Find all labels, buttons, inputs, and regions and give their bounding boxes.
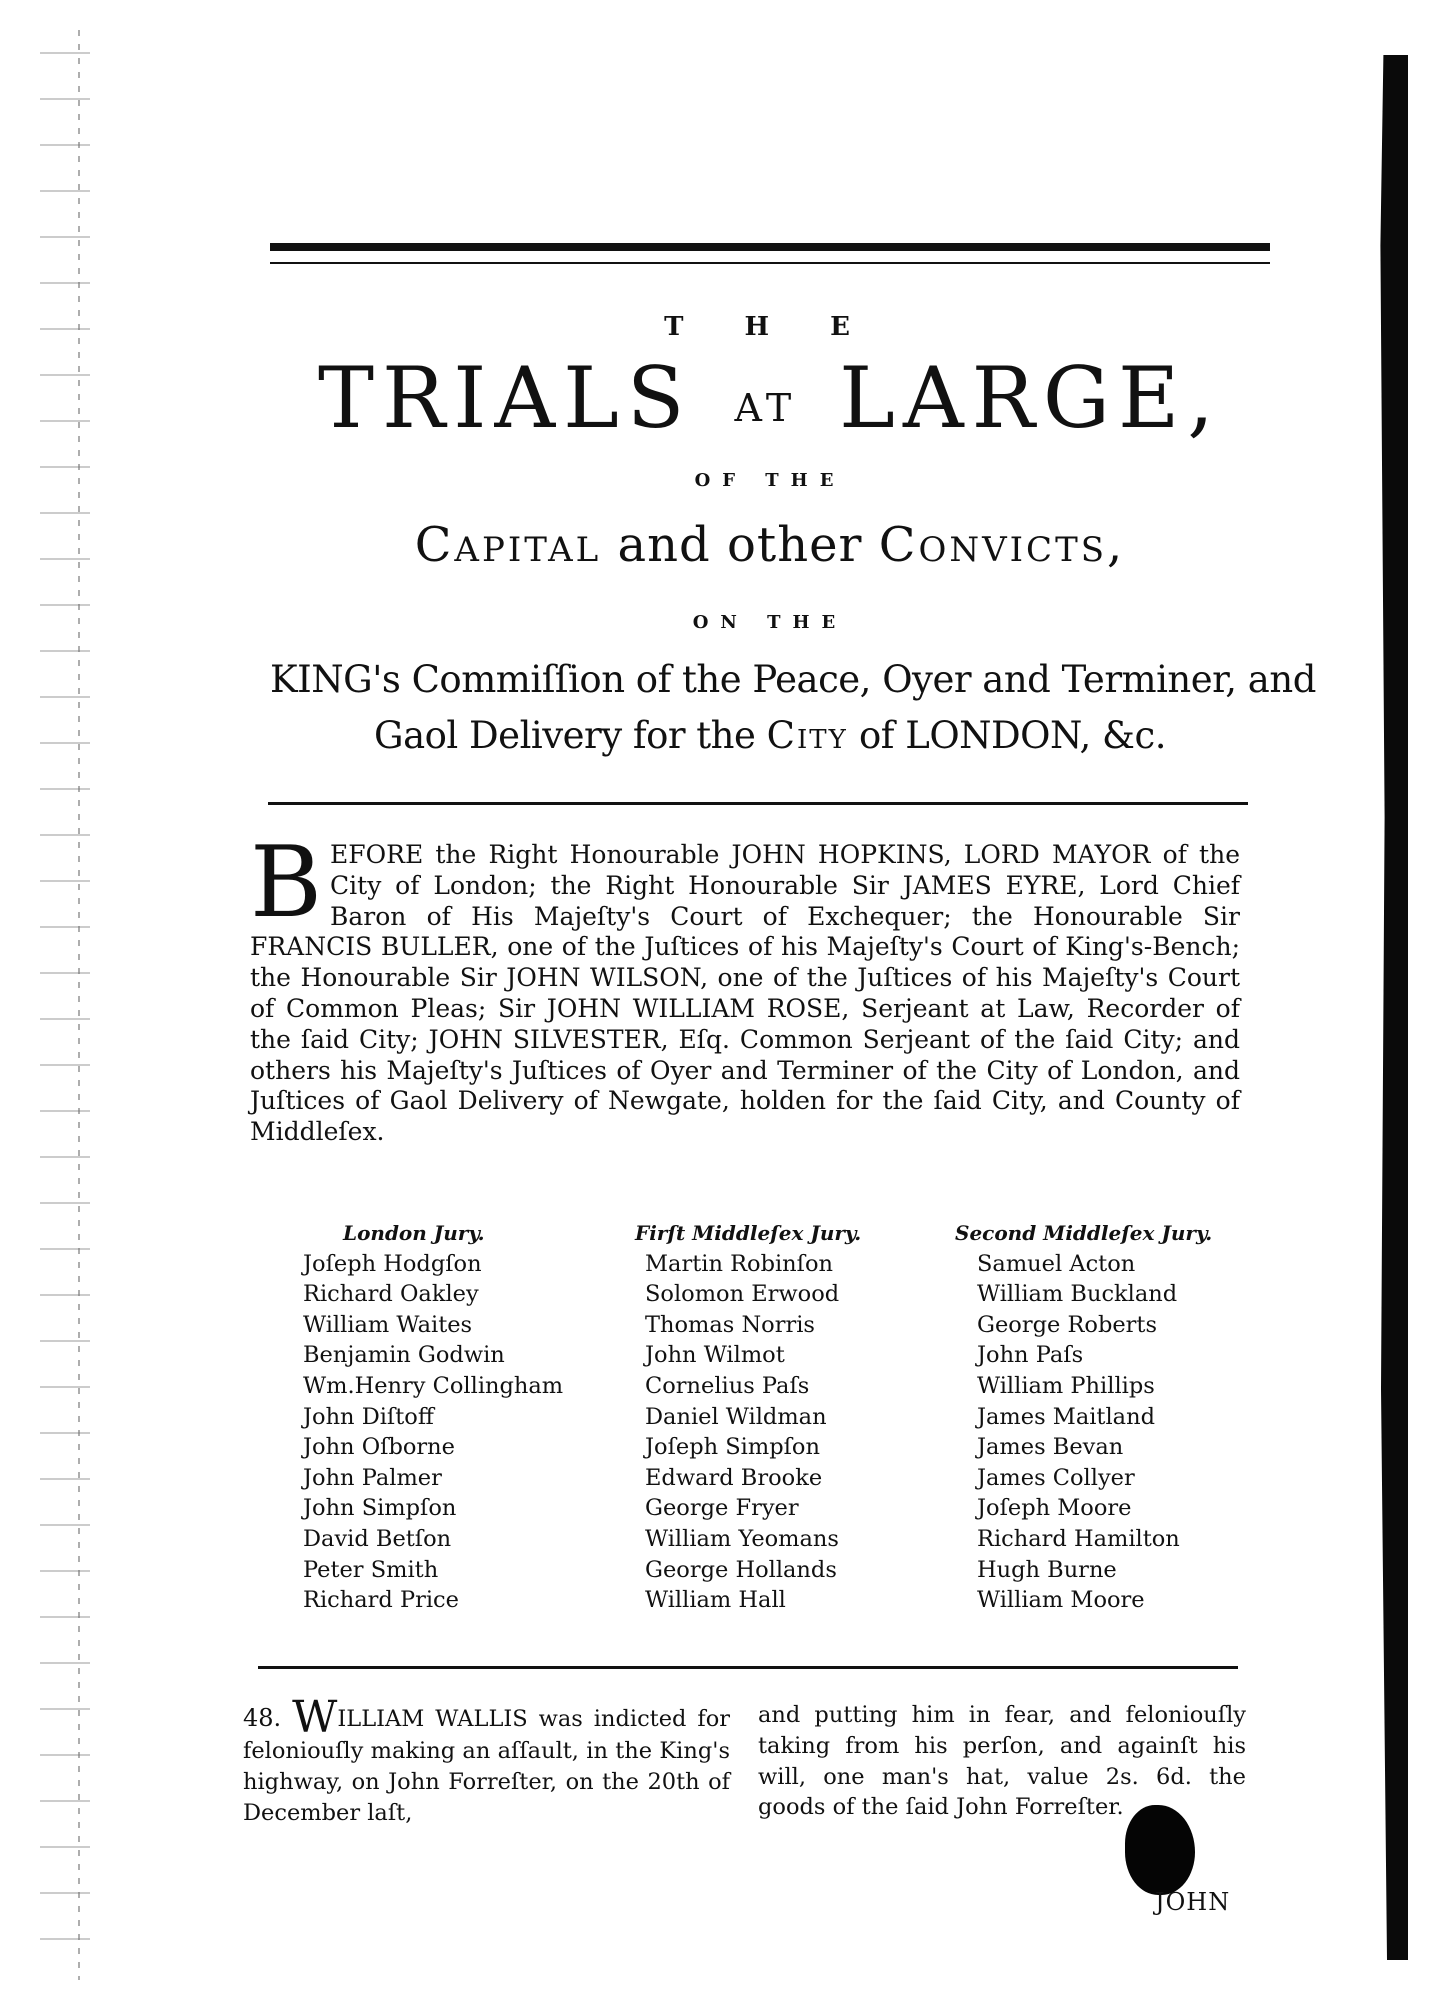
juror-name: Joſeph Simpſon — [645, 1434, 820, 1461]
ink-blot — [1125, 1805, 1195, 1895]
juror-name: Martin Robinſon — [645, 1250, 834, 1277]
juror-name: Samuel Acton — [977, 1250, 1136, 1277]
jury-heading: London Jury. — [343, 1221, 485, 1245]
header-rule-thin — [270, 262, 1270, 264]
separator-rule-2 — [258, 1666, 1238, 1669]
jury-heading: Second Middleſex Jury. — [955, 1221, 1213, 1245]
juror-name: David Betſon — [303, 1525, 452, 1552]
title-the: T H E — [664, 312, 876, 342]
intro-paragraph — [250, 826, 1240, 1148]
subtitle-capital-convicts — [270, 510, 1270, 580]
juror-name: Joſeph Hodgſon — [303, 1250, 482, 1277]
title-at: AT — [734, 386, 798, 430]
catchword: JOHN — [1155, 1888, 1231, 1916]
juror-name: Richard Hamilton — [977, 1525, 1180, 1552]
jury-list — [955, 1249, 1212, 1616]
juror-name: William Hall — [645, 1587, 786, 1614]
jury-column-first-middlesex — [635, 1218, 861, 1616]
juror-name: Richard Price — [303, 1587, 459, 1614]
juror-name: George Hollands — [645, 1556, 837, 1583]
juror-name: John Paſs — [977, 1342, 1084, 1369]
juror-name: John Diſtoff — [303, 1403, 434, 1430]
intro-dropcap: B — [250, 826, 323, 940]
subtitle-on-the: ON THE — [692, 612, 848, 633]
title-large: LARGE, — [839, 349, 1222, 447]
scan-gutter-artifact — [40, 30, 90, 1980]
juror-name: Joſeph Moore — [977, 1495, 1132, 1522]
case-left-column — [243, 1692, 730, 1828]
jury-column-london — [303, 1218, 563, 1616]
juror-name: William Yeomans — [645, 1525, 839, 1552]
subtitle-of-the: OF THE — [694, 470, 846, 491]
juror-name: John Simpſon — [303, 1495, 457, 1522]
commission-city: City — [766, 714, 848, 757]
juror-name: Edward Brooke — [645, 1464, 823, 1491]
case-number: 48. — [243, 1704, 282, 1732]
jury-list — [635, 1249, 861, 1616]
juror-name: Cornelius Paſs — [645, 1372, 810, 1399]
juror-name: James Maitland — [977, 1403, 1155, 1430]
header-rule-thick — [270, 243, 1270, 251]
juror-name: John Oſborne — [303, 1434, 455, 1461]
case-text-right: and putting him in fear, and feloniouſly taking from his perſon, and againſt his will, one man's hat, value 2s. 6d. the goods of the ſaid John Forreſter. — [758, 1702, 1246, 1821]
juror-name: Daniel Wildman — [645, 1403, 827, 1430]
juror-name: George Fryer — [645, 1495, 799, 1522]
juror-name: Benjamin Godwin — [303, 1342, 505, 1369]
juror-name: James Bevan — [977, 1434, 1124, 1461]
juror-name: John Palmer — [303, 1464, 442, 1491]
juror-name: Wm.Henry Collingham — [303, 1372, 564, 1399]
juror-name: Richard Oakley — [303, 1281, 479, 1308]
jury-heading: Firſt Middleſex Jury. — [635, 1221, 862, 1245]
juror-name: William Waites — [303, 1311, 473, 1338]
juror-name: William Phillips — [977, 1372, 1155, 1399]
juror-name: Peter Smith — [303, 1556, 439, 1583]
case-right-column — [758, 1700, 1246, 1823]
title-trials: TRIALS — [318, 349, 693, 447]
capital-word: Capital — [414, 517, 602, 573]
case-dropcap: W — [292, 1692, 338, 1743]
separator-rule-1 — [268, 802, 1248, 805]
convicts-word: Convicts, — [878, 517, 1126, 573]
commission-heading — [270, 652, 1316, 764]
juror-name: James Collyer — [977, 1464, 1135, 1491]
commission-line-2-a: Gaol Delivery for the — [374, 714, 767, 757]
scan-gutter-line — [78, 30, 80, 1980]
case-text-left: ILLIAM WALLIS was indicted for feloniouſly making an aſſault, in the King's highway, on John Forreſter, on the 20th of December laſt, — [243, 1706, 730, 1826]
commission-line-2-c: of LONDON, &c. — [847, 714, 1166, 757]
juror-name: William Buckland — [977, 1281, 1178, 1308]
juror-name: George Roberts — [977, 1311, 1158, 1338]
jury-column-second-middlesex — [955, 1218, 1212, 1616]
commission-line-1: KING's Commiſſion of the Peace, Oyer and Terminer, and — [270, 658, 1316, 701]
juror-name: Thomas Norris — [645, 1311, 815, 1338]
juror-name: John Wilmot — [645, 1342, 785, 1369]
commission-line-2 — [270, 708, 1270, 764]
intro-text: EFORE the Right Honourable JOHN HOPKINS, LORD MAYOR of the City of London; the Right Honourable Sir JAMES EYRE, Lord Chief Baron of His Majeſty's Court of Exchequer; the Honourable Sir FRANCIS BULLER, one of the Juſtices of his Majeſty's Court of King's-Bench; the Honourable Sir JOHN WILSON, one of the Juſtices of his Majeſty's Court of Common Pleas; Sir JOHN WILLIAM ROSE, Serjeant at Law, Recorder of the ſaid City; JOHN SILVESTER, Eſq. Common Serjeant of the ſaid City; and others his Majeſty's Juſtices of Oyer and Terminer of the City of London, and Juſtices of Gaol Delivery of Newgate, holden for the ſaid City, and County of Middleſex. — [250, 840, 1240, 1147]
juror-name: William Moore — [977, 1587, 1145, 1614]
juror-name: Hugh Burne — [977, 1556, 1117, 1583]
juror-name: Solomon Erwood — [645, 1281, 840, 1308]
scan-page-edge — [1378, 55, 1408, 1960]
jury-list — [303, 1249, 563, 1616]
main-title — [270, 348, 1270, 458]
and-other-words: and other — [601, 517, 879, 573]
